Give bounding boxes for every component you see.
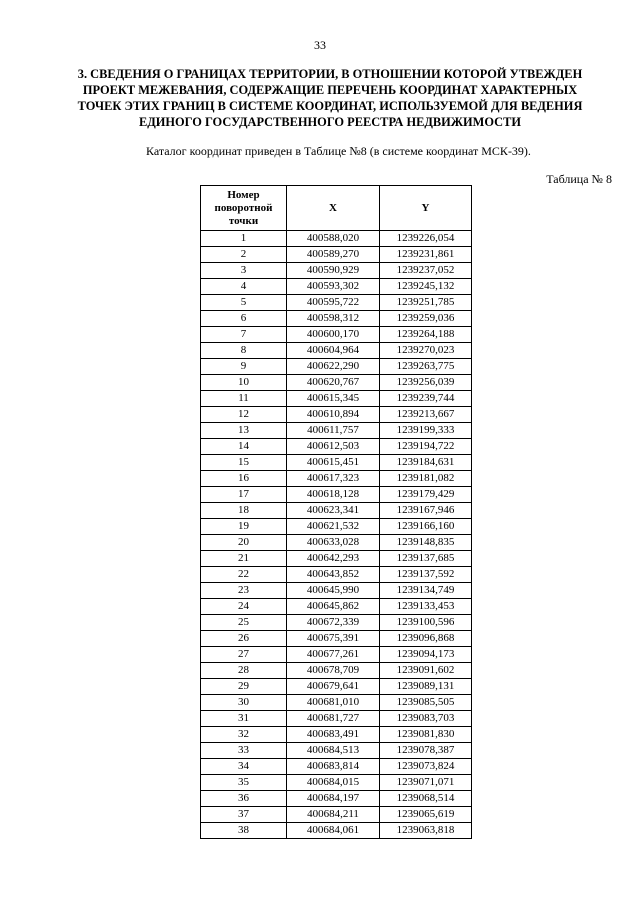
table-caption: Таблица № 8 [546,172,612,186]
header-point-number: Номер поворотной точки [201,186,287,231]
cell-y: 1239213,667 [380,407,472,423]
cell-x: 400684,211 [287,807,380,823]
section-heading [60,66,600,130]
cell-x: 400683,814 [287,759,380,775]
cell-y: 1239137,592 [380,567,472,583]
cell-point-number: 10 [201,375,287,391]
cell-x: 400684,015 [287,775,380,791]
cell-y: 1239167,946 [380,503,472,519]
cell-x: 400615,345 [287,391,380,407]
cell-x: 400621,532 [287,519,380,535]
cell-x: 400598,312 [287,311,380,327]
table-row [201,231,472,247]
cell-point-number: 38 [201,823,287,839]
table-row [201,727,472,743]
cell-y: 1239091,602 [380,663,472,679]
cell-y: 1239264,188 [380,327,472,343]
header-x: X [287,186,380,231]
cell-point-number: 6 [201,311,287,327]
table-row [201,599,472,615]
cell-y: 1239100,596 [380,615,472,631]
cell-point-number: 35 [201,775,287,791]
table-row [201,487,472,503]
cell-y: 1239199,333 [380,423,472,439]
cell-y: 1239181,082 [380,471,472,487]
cell-point-number: 8 [201,343,287,359]
cell-x: 400600,170 [287,327,380,343]
cell-point-number: 18 [201,503,287,519]
cell-y: 1239259,036 [380,311,472,327]
cell-x: 400684,061 [287,823,380,839]
intro-text: Каталог координат приведен в Таблице №8 (в системе координат МСК-39). [146,144,531,158]
cell-point-number: 23 [201,583,287,599]
cell-x: 400681,010 [287,695,380,711]
cell-x: 400589,270 [287,247,380,263]
heading-line-3: ТОЧЕК ЭТИХ ГРАНИЦ В СИСТЕМЕ КООРДИНАТ, ИСПОЛЬЗУЕМОЙ ДЛЯ ВЕДЕНИЯ [77,99,583,113]
cell-point-number: 16 [201,471,287,487]
table-row [201,263,472,279]
cell-point-number: 17 [201,487,287,503]
cell-x: 400672,339 [287,615,380,631]
cell-point-number: 22 [201,567,287,583]
cell-point-number: 2 [201,247,287,263]
cell-point-number: 27 [201,647,287,663]
cell-point-number: 29 [201,679,287,695]
cell-x: 400643,852 [287,567,380,583]
cell-x: 400645,862 [287,599,380,615]
cell-x: 400604,964 [287,343,380,359]
table-row [201,471,472,487]
cell-point-number: 28 [201,663,287,679]
cell-point-number: 25 [201,615,287,631]
cell-x: 400593,302 [287,279,380,295]
cell-x: 400610,894 [287,407,380,423]
cell-y: 1239226,054 [380,231,472,247]
cell-point-number: 21 [201,551,287,567]
table-row [201,663,472,679]
coordinates-table [200,185,472,839]
cell-x: 400617,323 [287,471,380,487]
table-row [201,503,472,519]
cell-point-number: 1 [201,231,287,247]
cell-y: 1239094,173 [380,647,472,663]
cell-y: 1239251,785 [380,295,472,311]
cell-point-number: 15 [201,455,287,471]
cell-point-number: 34 [201,759,287,775]
cell-point-number: 32 [201,727,287,743]
cell-x: 400588,020 [287,231,380,247]
cell-y: 1239194,722 [380,439,472,455]
table-row [201,679,472,695]
table-row [201,759,472,775]
cell-y: 1239134,749 [380,583,472,599]
table-row [201,823,472,839]
cell-point-number: 20 [201,535,287,551]
cell-x: 400645,990 [287,583,380,599]
cell-x: 400615,451 [287,455,380,471]
cell-y: 1239184,631 [380,455,472,471]
header-y: Y [380,186,472,231]
table-row [201,407,472,423]
cell-y: 1239148,835 [380,535,472,551]
cell-x: 400678,709 [287,663,380,679]
cell-y: 1239081,830 [380,727,472,743]
cell-x: 400681,727 [287,711,380,727]
cell-y: 1239078,387 [380,743,472,759]
table-row [201,535,472,551]
cell-y: 1239073,824 [380,759,472,775]
cell-point-number: 4 [201,279,287,295]
table-row [201,615,472,631]
cell-y: 1239071,071 [380,775,472,791]
cell-x: 400675,391 [287,631,380,647]
cell-y: 1239256,039 [380,375,472,391]
cell-y: 1239179,429 [380,487,472,503]
table-row [201,343,472,359]
cell-x: 400595,722 [287,295,380,311]
cell-point-number: 33 [201,743,287,759]
cell-point-number: 7 [201,327,287,343]
cell-point-number: 31 [201,711,287,727]
heading-line-1: 3. СВЕДЕНИЯ О ГРАНИЦАХ ТЕРРИТОРИИ, В ОТНОШЕНИИ КОТОРОЙ УТВЕЖДЕН [77,67,583,81]
table-row [201,391,472,407]
cell-point-number: 30 [201,695,287,711]
table-row [201,295,472,311]
cell-x: 400684,513 [287,743,380,759]
page-number: 33 [314,38,326,52]
cell-y: 1239065,619 [380,807,472,823]
table-row [201,359,472,375]
cell-point-number: 12 [201,407,287,423]
cell-x: 400679,641 [287,679,380,695]
cell-x: 400611,757 [287,423,380,439]
table-row [201,455,472,471]
cell-y: 1239085,505 [380,695,472,711]
cell-point-number: 11 [201,391,287,407]
table-row [201,583,472,599]
cell-y: 1239083,703 [380,711,472,727]
cell-y: 1239133,453 [380,599,472,615]
heading-line-2: ПРОЕКТ МЕЖЕВАНИЯ, СОДЕРЖАЩИЕ ПЕРЕЧЕНЬ КООРДИНАТ ХАРАКТЕРНЫХ [82,83,578,97]
cell-point-number: 14 [201,439,287,455]
table-row [201,279,472,295]
cell-x: 400633,028 [287,535,380,551]
cell-x: 400684,197 [287,791,380,807]
cell-point-number: 3 [201,263,287,279]
table-row [201,711,472,727]
cell-point-number: 36 [201,791,287,807]
cell-y: 1239166,160 [380,519,472,535]
table-row [201,519,472,535]
cell-x: 400683,491 [287,727,380,743]
cell-x: 400590,929 [287,263,380,279]
cell-y: 1239063,818 [380,823,472,839]
cell-y: 1239263,775 [380,359,472,375]
cell-y: 1239239,744 [380,391,472,407]
cell-x: 400618,128 [287,487,380,503]
cell-point-number: 24 [201,599,287,615]
table-row [201,647,472,663]
table-row [201,327,472,343]
table-row [201,807,472,823]
cell-y: 1239270,023 [380,343,472,359]
cell-y: 1239089,131 [380,679,472,695]
table-row [201,743,472,759]
cell-x: 400622,290 [287,359,380,375]
heading-line-4: ЕДИНОГО ГОСУДАРСТВЕННОГО РЕЕСТРА НЕДВИЖИМОСТИ [138,115,522,129]
cell-point-number: 37 [201,807,287,823]
cell-x: 400642,293 [287,551,380,567]
table-row [201,375,472,391]
cell-x: 400620,767 [287,375,380,391]
table-row [201,791,472,807]
table-row [201,567,472,583]
cell-x: 400623,341 [287,503,380,519]
table-header-row [201,186,472,231]
cell-point-number: 13 [201,423,287,439]
cell-y: 1239068,514 [380,791,472,807]
table-row [201,311,472,327]
table-row [201,631,472,647]
cell-y: 1239245,132 [380,279,472,295]
cell-y: 1239237,052 [380,263,472,279]
table-row [201,775,472,791]
table-row [201,551,472,567]
cell-y: 1239096,868 [380,631,472,647]
table-row [201,439,472,455]
table-row [201,423,472,439]
table-row [201,247,472,263]
cell-point-number: 5 [201,295,287,311]
table-row [201,695,472,711]
cell-point-number: 19 [201,519,287,535]
cell-x: 400677,261 [287,647,380,663]
table-body [201,231,472,839]
cell-x: 400612,503 [287,439,380,455]
cell-y: 1239231,861 [380,247,472,263]
cell-point-number: 26 [201,631,287,647]
cell-y: 1239137,685 [380,551,472,567]
cell-point-number: 9 [201,359,287,375]
